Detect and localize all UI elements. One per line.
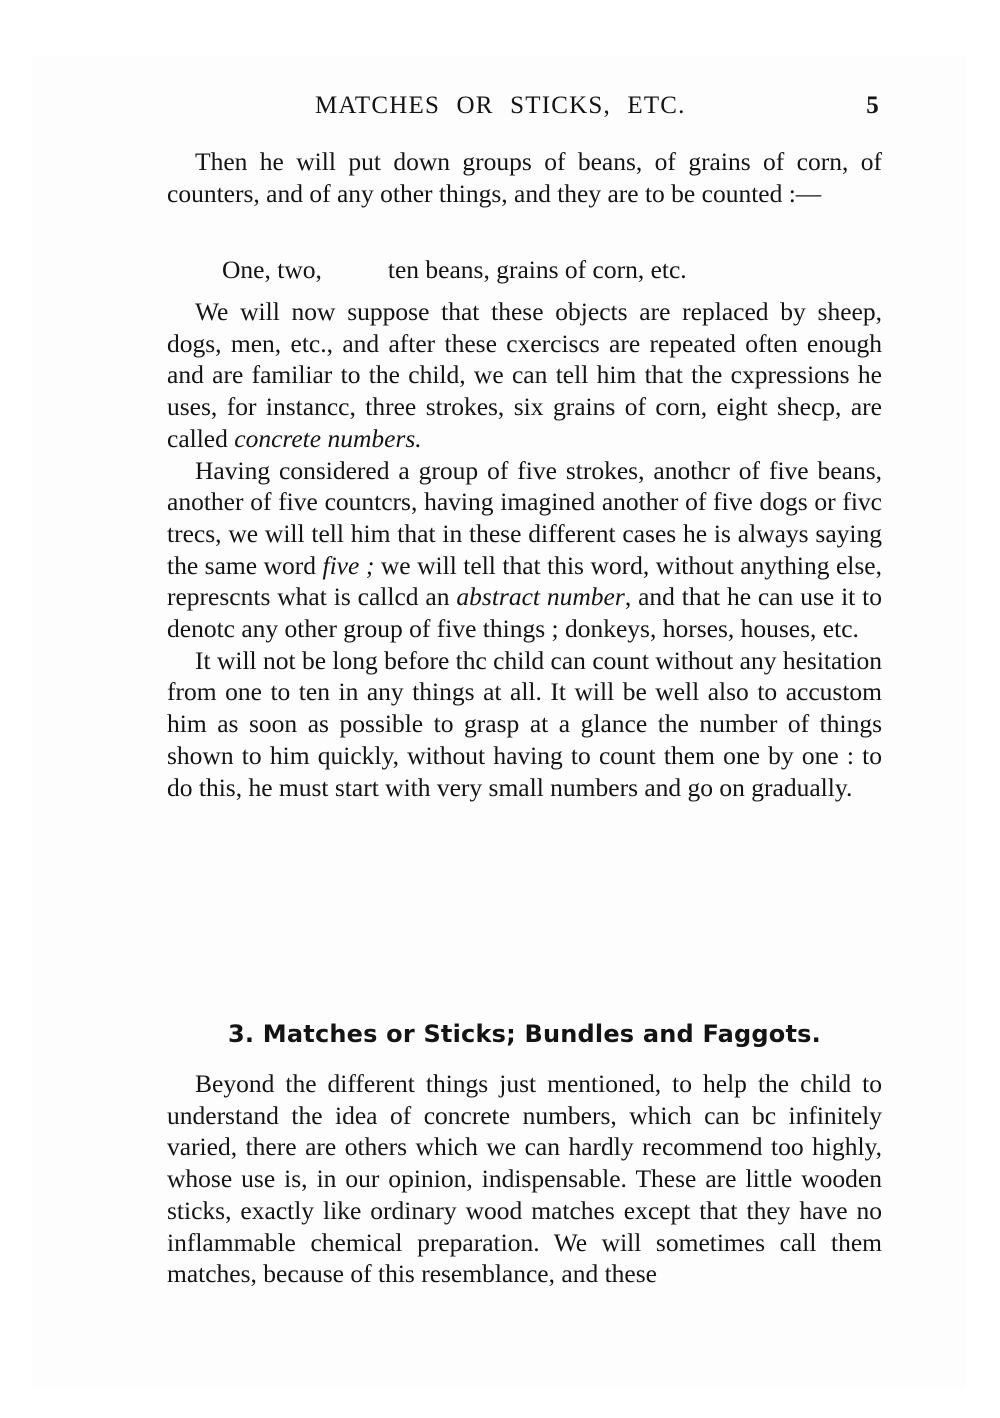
section-paragraph: Beyond the different things just mentioned, to help the child to understand the idea of concrete numbers, which can bc infinitely varied, there are others which we can hardly recommend too highly, whose use is, in our opinion, indispensable. These are little wooden sticks, exactly like ordinary wood matches except that they have no inflammable chemical preparation. We will sometimes call them matches, because of this resemblance, and these <box>167 1069 882 1289</box>
counting-start: One, two, <box>222 255 322 284</box>
paragraph-3-part-1: Having considered a group of five strokes, anothcr of five beans, another of five countcrs, having imagined another of five dogs or fivc trecs, we will tell him that in these different cases he is always saying the same word <box>167 455 882 580</box>
intro-text-block <box>167 146 882 209</box>
paragraph-concrete-numbers <box>167 296 882 455</box>
page-number: 5 <box>866 92 880 119</box>
running-header <box>167 92 882 126</box>
term-abstract-number: abstract number <box>456 582 625 612</box>
counting-example-line <box>222 254 687 286</box>
main-text-block <box>167 296 882 803</box>
counting-end: ten beans, grains of corn, etc. <box>387 255 687 284</box>
paragraph-abstract-number <box>167 455 882 645</box>
intro-paragraph: Then he will put down groups of beans, of grains of corn, of counters, and of any other things, and they are to be counted :— <box>167 147 882 208</box>
section-text-block <box>167 1068 882 1290</box>
paragraph-counting-practice: It will not be long before thc child can count without any hesitation from one to ten in any things at all. It will be well also to accustom him as soon as possible to grasp at a glance the number of things shown to him quickly, without having to count them one by one : to do this, he must start with very small numbers and go on gradually. <box>167 645 882 802</box>
term-concrete-numbers: concrete numbers. <box>234 423 422 453</box>
running-header-title: MATCHES OR STICKS, ETC. <box>315 92 686 119</box>
term-five: five ; <box>322 550 375 580</box>
paragraph-2-text: We will now suppose that these objects are replaced by sheep, dogs, men, etc., and after these cxerciscs are repeated often enough and are familiar to the child, we can tell him that the cxpressions he uses, for instancc, three strokes, six grains of corn, eight shecp, are called <box>167 297 882 453</box>
paragraph-3-part-2: we will tell that this word, without anything else, represcnts what is callcd an <box>167 550 882 612</box>
paragraph-3-part-3: , and that he can use it to denotc any other group of five things ; donkeys, horses, houses, etc. <box>167 582 883 644</box>
section-heading: 3. Matches or Sticks; Bundles and Faggots. <box>228 1020 821 1048</box>
